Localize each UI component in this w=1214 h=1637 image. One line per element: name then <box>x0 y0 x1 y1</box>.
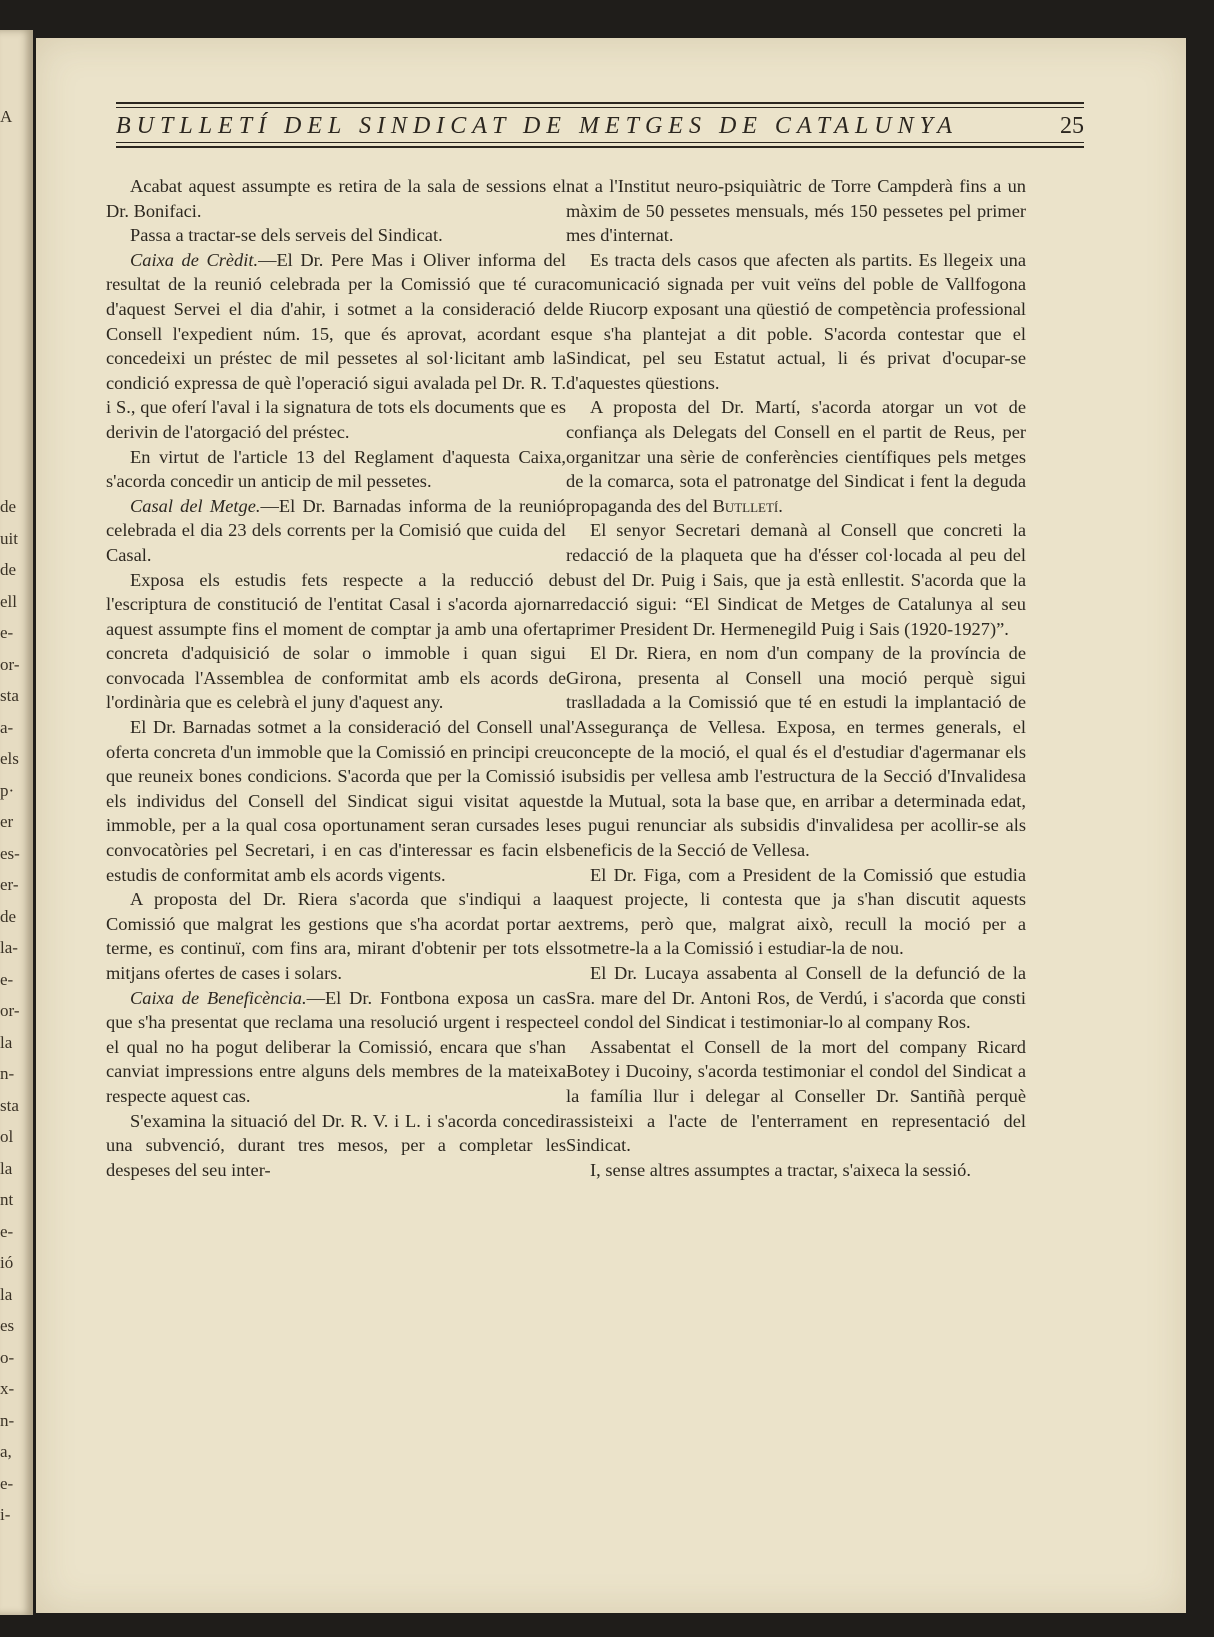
section-heading: Caixa de Beneficència. <box>130 987 307 1008</box>
paragraph-body: —El Dr. Barnadas informa de la reunió celebrada el dia 23 dels corrents per la Comisió que cuida del Casal. <box>106 495 567 565</box>
section-heading: Caixa de Crèdit. <box>130 249 259 270</box>
edge-text-fragment: e- <box>0 969 14 989</box>
edge-text-fragment: a- <box>0 717 14 737</box>
edge-text-fragment: A <box>0 107 13 126</box>
edge-text-fragment: de <box>0 497 17 516</box>
paragraph: Acabat aquest assumpte es retira de la sala de sessions el Dr. Bonifaci. <box>106 176 566 221</box>
edge-text-fragment: de <box>0 906 17 926</box>
paragraph: El senyor Secretari demanà al Consell que concreti la redacció de la plaqueta que ha d'ésser col·locada al peu del bust del Dr. Puig i Sais, que ja està enllestit. S'acorda que la redacció sigui: “El Sindicat de Metges de Catalunya al seu primer President Dr. Hermenegild Puig i Sais (1920-1927)”. <box>566 520 1026 639</box>
edge-text-fragment: ol <box>0 1127 14 1146</box>
edge-text-fragment: e- <box>0 1221 14 1241</box>
paragraph: El Dr. Lucaya assabenta al Consell de la defunció de la Sra. mare del Dr. Antoni Ros, de Verdú, i s'acorda que consti el condol del Sindicat i testimoniar-lo al company Ros. <box>566 963 1026 1033</box>
header-rule <box>116 146 1084 148</box>
paragraph <box>106 248 566 445</box>
edge-text-fragment: la <box>0 1032 13 1052</box>
edge-text-fragment: e- <box>0 1473 14 1493</box>
edge-text-fragment: or- <box>0 654 20 674</box>
edge-text-fragment: la <box>0 1284 13 1304</box>
header-rule <box>116 142 1084 143</box>
adjacent-page-edge <box>0 30 33 1615</box>
paragraph-body: A proposta del Dr. Martí, s'acorda atorgar un vot de confiança als Delegats del Consell en el partit de Reus, per organitzar una sèrie de conferències científiques pels metges de la comarca, sota el patronatge del Sindicat i fent la deguda propaganda des del <box>566 397 1026 516</box>
text-column-left <box>106 174 566 1182</box>
edge-text-fragment: er- <box>0 875 19 894</box>
paragraph <box>106 986 566 1109</box>
edge-text-fragment: uit <box>0 528 18 548</box>
text-column-right <box>566 174 1026 1182</box>
paragraph: Assabentat el Consell de la mort del company Ricard Botey i Ducoiny, s'acorda testimoniar el condol del Sindicat a la família llur i delegar al Conseller Dr. Santiñà perquè assisteixi a l'acte de l'enterrament en representació del Sindicat. <box>566 1036 1026 1156</box>
paragraph: El Dr. Barnadas sotmet a la consideració del Consell una oferta concreta d'un immoble que la Comissió en principi creu que reuneix bones condicions. S'acorda que per la Comissió i els individus del Consell del Sindicat sigui visitat aquest immoble, per a la qual cosa oportunament seran cursades les convocatòries pel Secretari, i en cas d'interessar es facin els estudis de conformitat amb els acords vigents. <box>106 717 566 885</box>
document-page <box>36 38 1186 1613</box>
edge-text-fragment: o- <box>0 1347 15 1367</box>
edge-text-fragment: p· <box>0 780 15 800</box>
edge-text-fragment: ell <box>0 591 17 611</box>
edge-text-fragment: ió <box>0 1253 14 1272</box>
paragraph: En virtut de l'article 13 del Reglament d'aquesta Caixa, s'acorda concedir un anticip de mil pessetes. <box>106 446 566 492</box>
paragraph <box>566 395 1026 518</box>
edge-text-fragment: n- <box>0 1410 15 1430</box>
edge-text-fragment: la- <box>0 938 18 957</box>
running-header-title: BUTLLETÍ DEL SINDICAT DE METGES DE CATALUNYA <box>116 113 958 139</box>
page-number: 25 <box>1060 113 1084 139</box>
paragraph: S'examina la situació del Dr. R. V. i L. i s'acorda concedir una subvenció, durant tres mesos, per a completar les despeses del seu inter- <box>106 1110 566 1180</box>
edge-text-fragment: sta <box>0 686 19 705</box>
paragraph: Es tracta dels casos que afecten als partits. Es llegeix una comunicació signada per vuit veïns del poble de Vallfogona de Riucorp exposant una qüestió de competència professional que s'ha plantejat a dit poble. S'acorda contestar que el Sindicat, pel seu Estatut actual, li és privat d'ocupar-se d'aquestes qüestions. <box>566 249 1026 393</box>
edge-text-fragment: n- <box>0 1064 15 1083</box>
edge-text-fragment: es- <box>0 843 20 863</box>
edge-text-fragment: er <box>0 812 14 831</box>
paragraph: I, sense altres assumptes a tractar, s'aixeca la sessió. <box>590 1159 971 1180</box>
paragraph: Exposa els estudis fets respecte a la reducció de l'escriptura de constitució de l'entitat Casal i s'acorda ajornar aquest assumpte fins el moment de comptar ja amb una oferta concreta d'adquisició de solar o immoble i quan sigui convocada l'Assemblea de conformitat amb els acords de l'ordinària que es celebrà el juny d'aquest any. <box>106 569 566 713</box>
edge-text-fragment: a, <box>0 1442 12 1461</box>
paragraph: A proposta del Dr. Riera s'acorda que s'indiqui a la Comissió que malgrat les gestions que s'ha acordat portar a terme, es continuï, com fins ara, mirant d'obtenir per tots els mitjans ofertes de cases i solars. <box>106 889 566 983</box>
bulletin-name: Butlletí. <box>712 495 783 516</box>
edge-text-fragment: sta <box>0 1095 19 1115</box>
paragraph-body: —El Dr. Pere Mas i Oliver informa del resultat de la reunió celebrada per la Comissió que té cura d'aquest Servei el dia d'ahir, i sotmet a la consideració del Consell l'expedient núm. 15, que és aprovat, acordant es concedeixi un préstec de mil pessetes al sol·licitant amb la condició expressa de què l'operació sigui avalada pel Dr. R. T. i S., que oferí l'aval i la signatura de tots els documents que es derivin de l'atorgació del préstec. <box>106 249 566 442</box>
edge-text-fragment: or- <box>0 1001 20 1020</box>
header-rule <box>116 107 1084 108</box>
edge-text-fragment: es <box>0 1316 15 1335</box>
section-heading: Casal del Metge. <box>130 495 261 516</box>
paragraph <box>106 494 566 568</box>
edge-text-fragment: la <box>0 1158 13 1178</box>
edge-text-fragment: de <box>0 560 17 579</box>
header-rule <box>116 102 1084 104</box>
paragraph-body: —El Dr. Fontbona exposa un cas que s'ha presentat que reclama una resolució urgent i respecte el qual no ha pogut deliberar la Comissió, encara que s'han canviat impressions entre alguns dels membres de la mateixa respecte aquest cas. <box>106 987 566 1106</box>
paragraph: El Dr. Riera, en nom d'un company de la província de Girona, presenta al Consell una moció perquè sigui traslladada a la Comissió que té en estudi la implantació de l'Assegurança de Vellesa. Exposa, en termes generals, el concepte de la moció, el qual és el d'estudiar d'agermanar els subsidis per vellesa amb l'estructura de la Secció d'Invalidesa de la Mutual, sota la base que, en arribar a determinada edat, es pugui renunciar als subsidis d'invalidesa per acollir-se als beneficis de la Secció de Vellesa. <box>566 643 1026 861</box>
paragraph: Passa a tractar-se dels serveis del Sindicat. <box>130 225 443 246</box>
edge-text-fragment: i- <box>0 1505 11 1524</box>
edge-text-fragment: els <box>0 749 19 768</box>
edge-text-fragment: nt <box>0 1190 14 1209</box>
paragraph-continuation: nat a l'Institut neuro-psiquiàtric de Torre Campderà fins a un màxim de 50 pessetes mensuals, més 150 pessetes pel primer mes d'internat. <box>566 176 1026 246</box>
paragraph: El Dr. Figa, com a President de la Comissió que estudia aquest projecte, li contesta que ja s'han discutit aquests extrems, però que, malgrat això, recull la moció per a sotmetre-la a la Comissió i estudiar-la de nou. <box>566 864 1026 959</box>
edge-text-fragment: e- <box>0 623 14 642</box>
edge-text-fragment: x- <box>0 1379 15 1398</box>
